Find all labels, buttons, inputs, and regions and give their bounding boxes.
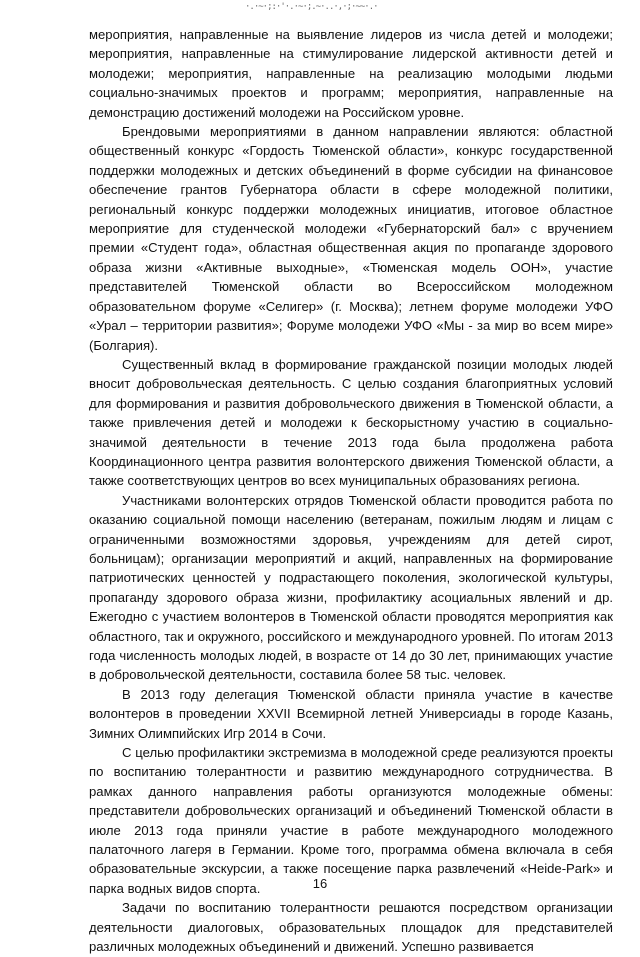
paragraph-1: мероприятия, направленные на выявление лидеров из числа детей и молодежи; мероприятия, направленные на стимулирование лидерской активности детей и молодежи; мероприятия, направленные на реализацию молодыми людьми социально-значимых проектов и программ; мероприятия, направленные на демонстрацию достижений молодежи на Российском уровне. (89, 27, 613, 120)
paragraph-5: В 2013 году делегация Тюменской области приняла участие в качестве волонтеров в проведении XXVII Всемирной летней Универсиады в городе Казань, Зимних Олимпийских Игр 2014 в Сочи. (89, 686, 613, 741)
body-text (89, 25, 613, 957)
paragraph-4: Участниками волонтерских отрядов Тюменской области проводится работа по оказанию социальной помощи населению (ветеранам, пожилым людям и лицам с ограниченными возможностями здоровья, учреждениям для детей сирот, больницам); организации мероприятий и акций, направленных на формирование патриотических ценностей у подрастающего поколения, экологической культуры, пропаганду здорового образа жизни, профилактику асоциальных явлений и др. Ежегодно с участием волонтеров в Тюменской области проводятся мероприятия как областного, так и окружного, российского и международного уровней. По итогам 2013 года численность молодых людей, в возрасте от 14 до 30 лет, принимающих участие в добровольческой деятельности, составила более 58 тыс. человек. (89, 492, 613, 683)
paragraph-7: Задачи по воспитанию толерантности решаются посредством организации деятельности диалоговых, образовательных площадок для представителей различных молодежных объединений и движений. Успешно развивается (89, 900, 613, 955)
paragraph-6: С целью профилактики экстремизма в молодежной среде реализуются проекты по воспитанию толерантности и развитию международного сотрудничества. В рамках данного направления работы организуются молодежные обмены: представители добровольческих организаций и объединений Тюменской области в июле 2013 года приняли участие в работе международного молодежного палаточного лагеря в Германии. Кроме того, программа обмена включала в себя образовательные экскурсии, а также посещение парка развлечений «Heide-Park» и парка водных видов спорта. (89, 745, 613, 896)
paragraph-2: Брендовыми мероприятиями в данном направлении являются: областной общественный конкурс «Гордость Тюменской области», конкурс государственной поддержки молодежных и детских объединений в форме субсидии на финансовое обеспечение грантов Губернатора области в сфере молодежной политики, региональный конкурс поддержки молодежных инициатив, итоговое областное мероприятие для студенческой молодежи «Губернаторский бал» с вручением премии «Студент года», областная общественная акция по пропаганде здорового образа жизни «Активные выходные», «Тюменская модель ООН», участие представителей Тюменской области во Всероссийском молодежном образовательном форуме «Селигер» (г. Москва); летнем форуме молодежи УФО «Урал – территории развития»; Форуме молодежи УФО «Мы - за мир во всем мире» (Болгария). (89, 124, 613, 353)
scan-artifact: ·.·~·;:·'·.·~·;.~·..·,·;·~~·.· (245, 2, 378, 12)
page-number: 16 (312, 876, 328, 891)
paragraph-3: Существенный вклад в формирование гражданской позиции молодых людей вносит добровольческая деятельность. С целью создания благоприятных условий для формирования и развития добровольческого движения в Тюменской области, а также привлечения детей и молодежи к бескорыстному участию в социально-значимой деятельности в течение 2013 года была продолжена работа Координационного центра развития волонтерского движения Тюменской области, а также соответствующих центров во всех муниципальных образованиях региона. (89, 356, 613, 489)
